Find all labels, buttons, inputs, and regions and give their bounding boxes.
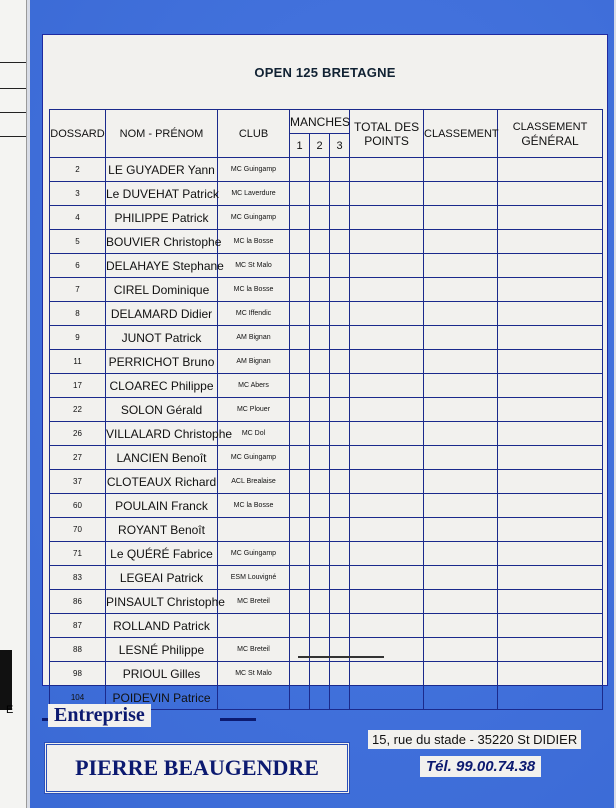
cell-nom: CLOAREC Philippe (106, 374, 218, 398)
table-row (50, 230, 603, 254)
cell-manche-3 (330, 398, 350, 422)
cell-dossard: 8 (50, 302, 106, 326)
strip-letter: E (6, 704, 14, 716)
cell-general (498, 182, 603, 206)
results-table (49, 109, 603, 710)
cell-manche-1 (290, 590, 310, 614)
cell-dossard: 3 (50, 182, 106, 206)
cell-manche-3 (330, 182, 350, 206)
cell-dossard: 37 (50, 470, 106, 494)
cell-dossard: 87 (50, 614, 106, 638)
header-general-line2: GÉNÉRAL (521, 133, 579, 148)
cell-nom: ROYANT Benoît (106, 518, 218, 542)
cell-classement (424, 302, 498, 326)
cell-manche-3 (330, 590, 350, 614)
cell-manche-1 (290, 446, 310, 470)
entreprise-rule-right (220, 718, 256, 721)
cell-club: MC Laverdure (218, 182, 290, 206)
cell-general (498, 254, 603, 278)
cell-manche-3 (330, 206, 350, 230)
cell-nom: Le DUVEHAT Patrick (106, 182, 218, 206)
cell-dossard: 6 (50, 254, 106, 278)
table-row (50, 542, 603, 566)
cell-manche-1 (290, 206, 310, 230)
cell-manche-3 (330, 254, 350, 278)
cell-general (498, 278, 603, 302)
cell-classement (424, 422, 498, 446)
cell-total (350, 278, 424, 302)
cell-dossard: 88 (50, 638, 106, 662)
cell-manche-3 (330, 566, 350, 590)
results-body (50, 158, 603, 710)
cell-manche-3 (330, 158, 350, 182)
cell-manche-2 (310, 350, 330, 374)
cell-dossard: 5 (50, 230, 106, 254)
cell-general (498, 350, 603, 374)
cell-nom: PRIOUL Gilles (106, 662, 218, 686)
entreprise-label: Entreprise (48, 704, 151, 727)
cell-nom: CLOTEAUX Richard (106, 470, 218, 494)
cell-manche-2 (310, 566, 330, 590)
cell-club: MC la Bosse (218, 278, 290, 302)
cell-manche-1 (290, 614, 310, 638)
cell-nom: PINSAULT Christophe (106, 590, 218, 614)
cell-total (350, 470, 424, 494)
strip-rule (0, 112, 26, 113)
cell-manche-2 (310, 158, 330, 182)
cell-nom: VILLALARD Christophe (106, 422, 218, 446)
cell-total (350, 614, 424, 638)
cell-total (350, 662, 424, 686)
cell-classement (424, 566, 498, 590)
cell-manche-1 (290, 182, 310, 206)
header-manche-2: 2 (310, 134, 330, 158)
cell-dossard: 22 (50, 398, 106, 422)
cell-manche-2 (310, 206, 330, 230)
cell-manche-1 (290, 422, 310, 446)
cell-club: ESM Louvigné (218, 566, 290, 590)
cell-club: MC Breteil (218, 590, 290, 614)
cell-manche-2 (310, 446, 330, 470)
cell-manche-2 (310, 590, 330, 614)
cell-nom: JUNOT Patrick (106, 326, 218, 350)
cell-dossard: 2 (50, 158, 106, 182)
strip-rule (0, 88, 26, 89)
header-dossard: DOSSARD (50, 110, 106, 158)
cell-manche-1 (290, 566, 310, 590)
cell-nom: LEGEAI Patrick (106, 566, 218, 590)
cell-dossard: 98 (50, 662, 106, 686)
table-row (50, 422, 603, 446)
cell-manche-3 (330, 230, 350, 254)
cell-manche-2 (310, 302, 330, 326)
cell-manche-2 (310, 542, 330, 566)
cell-dossard: 71 (50, 542, 106, 566)
cell-club: MC Iffendic (218, 302, 290, 326)
cell-total (350, 206, 424, 230)
cell-manche-2 (310, 422, 330, 446)
cell-club: MC Guingamp (218, 542, 290, 566)
cell-general (498, 470, 603, 494)
table-row (50, 662, 603, 686)
cell-nom: DELAHAYE Stephane (106, 254, 218, 278)
cell-general (498, 206, 603, 230)
cell-nom: PERRICHOT Bruno (106, 350, 218, 374)
cell-dossard: 27 (50, 446, 106, 470)
cell-manche-1 (290, 278, 310, 302)
cell-general (498, 158, 603, 182)
cell-manche-1 (290, 470, 310, 494)
cell-manche-3 (330, 302, 350, 326)
cell-dossard: 4 (50, 206, 106, 230)
cell-total (350, 182, 424, 206)
header-club: CLUB (218, 110, 290, 158)
cell-nom: PHILIPPE Patrick (106, 206, 218, 230)
table-row (50, 302, 603, 326)
strip-dark-block (0, 650, 12, 710)
cell-total (350, 326, 424, 350)
table-row (50, 590, 603, 614)
header-total-line1: TOTAL DES (353, 119, 420, 134)
cell-club: MC Plouer (218, 398, 290, 422)
cell-classement (424, 542, 498, 566)
company-name: PIERRE BEAUGENDRE (75, 755, 319, 780)
cell-manche-1 (290, 494, 310, 518)
cell-manche-3 (330, 614, 350, 638)
table-row (50, 494, 603, 518)
cell-dossard: 11 (50, 350, 106, 374)
cell-manche-2 (310, 374, 330, 398)
cell-manche-2 (310, 182, 330, 206)
cell-classement (424, 446, 498, 470)
table-row (50, 278, 603, 302)
cell-dossard: 7 (50, 278, 106, 302)
cell-manche-1 (290, 326, 310, 350)
cell-manche-3 (330, 326, 350, 350)
cell-nom: Le QUÉRÉ Fabrice (106, 542, 218, 566)
cell-total (350, 398, 424, 422)
cell-general (498, 326, 603, 350)
table-row (50, 566, 603, 590)
cell-club (218, 614, 290, 638)
header-total-line2: POINTS (364, 133, 409, 148)
cell-nom: SOLON Gérald (106, 398, 218, 422)
company-name-box (44, 742, 350, 794)
cell-manche-2 (310, 278, 330, 302)
cell-manche-2 (310, 662, 330, 686)
header-manches: MANCHES (290, 110, 350, 134)
table-row (50, 374, 603, 398)
cell-club: MC Guingamp (218, 158, 290, 182)
cell-classement (424, 662, 498, 686)
table-row (50, 398, 603, 422)
cell-manche-2 (310, 254, 330, 278)
cell-total (350, 254, 424, 278)
cell-total (350, 422, 424, 446)
cell-total (350, 350, 424, 374)
cell-nom: LE GUYADER Yann (106, 158, 218, 182)
cell-manche-3 (330, 422, 350, 446)
cell-club: AM Bignan (218, 350, 290, 374)
strip-rule (0, 136, 26, 137)
cell-club: MC Guingamp (218, 206, 290, 230)
table-row (50, 614, 603, 638)
cell-general (498, 398, 603, 422)
cell-nom: LESNÉ Philippe (106, 638, 218, 662)
cell-classement (424, 182, 498, 206)
cell-classement (424, 278, 498, 302)
cell-total (350, 542, 424, 566)
cell-manche-2 (310, 230, 330, 254)
cell-nom: POIDEVIN Patrice (106, 686, 218, 710)
header-manche-3: 3 (330, 134, 350, 158)
cell-general (498, 662, 603, 686)
cell-dossard: 104 (50, 686, 106, 710)
cell-general (498, 542, 603, 566)
cell-manche-1 (290, 230, 310, 254)
cell-manche-1 (290, 254, 310, 278)
cell-club: MC Dol (218, 422, 290, 446)
cell-general (498, 230, 603, 254)
company-phone: Tél. 99.00.74.38 (420, 756, 541, 777)
cell-classement (424, 614, 498, 638)
cell-manche-3 (330, 374, 350, 398)
cell-classement (424, 638, 498, 662)
cell-general (498, 566, 603, 590)
cell-dossard: 86 (50, 590, 106, 614)
cell-classement (424, 518, 498, 542)
cell-classement (424, 158, 498, 182)
cell-total (350, 302, 424, 326)
table-row (50, 518, 603, 542)
cell-classement (424, 350, 498, 374)
cell-manche-1 (290, 542, 310, 566)
cell-total (350, 590, 424, 614)
cell-club (218, 518, 290, 542)
cell-nom: POULAIN Franck (106, 494, 218, 518)
separator-line (298, 656, 384, 658)
cell-total (350, 230, 424, 254)
program-page (30, 0, 614, 808)
results-card (42, 34, 608, 705)
cell-manche-3 (330, 494, 350, 518)
company-address: 15, rue du stade - 35220 St DIDIER (368, 730, 581, 749)
cell-total (350, 158, 424, 182)
table-row (50, 470, 603, 494)
cell-general (498, 518, 603, 542)
cell-manche-1 (290, 518, 310, 542)
header-classement: CLASSEMENT (424, 110, 498, 158)
cell-manche-1 (290, 374, 310, 398)
table-row (50, 254, 603, 278)
table-row (50, 206, 603, 230)
cell-classement (424, 590, 498, 614)
cell-classement (424, 398, 498, 422)
cell-manche-2 (310, 518, 330, 542)
cell-classement (424, 326, 498, 350)
cell-club: MC Breteil (218, 638, 290, 662)
cell-dossard: 70 (50, 518, 106, 542)
cell-total (350, 494, 424, 518)
header-manche-1: 1 (290, 134, 310, 158)
cell-classement (424, 374, 498, 398)
cell-general (498, 590, 603, 614)
cell-nom: BOUVIER Christophe (106, 230, 218, 254)
cell-total (350, 374, 424, 398)
cell-dossard: 83 (50, 566, 106, 590)
cell-club: MC la Bosse (218, 230, 290, 254)
cell-manche-2 (310, 326, 330, 350)
cell-dossard: 9 (50, 326, 106, 350)
cell-general (498, 638, 603, 662)
table-row (50, 350, 603, 374)
cell-total (350, 566, 424, 590)
cell-total (350, 446, 424, 470)
cell-classement (424, 206, 498, 230)
cell-manche-2 (310, 614, 330, 638)
cell-general (498, 422, 603, 446)
cell-manche-2 (310, 470, 330, 494)
cell-manche-1 (290, 158, 310, 182)
cell-manche-1 (290, 302, 310, 326)
cell-manche-3 (330, 662, 350, 686)
cell-manche-2 (310, 494, 330, 518)
header-general-line1: CLASSEMENT (512, 120, 588, 133)
cell-manche-3 (330, 470, 350, 494)
cell-manche-3 (330, 278, 350, 302)
cell-club: MC la Bosse (218, 494, 290, 518)
cell-club: AM Bignan (218, 326, 290, 350)
cell-dossard: 17 (50, 374, 106, 398)
cell-club: MC St Malo (218, 254, 290, 278)
cell-club: ACL Brealaise (218, 470, 290, 494)
cell-manche-3 (330, 518, 350, 542)
table-row (50, 326, 603, 350)
cell-club: MC St Malo (218, 662, 290, 686)
cell-manche-3 (330, 350, 350, 374)
cell-nom: DELAMARD Didier (106, 302, 218, 326)
cell-general (498, 494, 603, 518)
cell-club: MC Guingamp (218, 446, 290, 470)
cell-classement (424, 254, 498, 278)
table-row (50, 446, 603, 470)
cell-dossard: 60 (50, 494, 106, 518)
cell-nom: ROLLAND Patrick (106, 614, 218, 638)
table-row (50, 158, 603, 182)
cell-general (498, 614, 603, 638)
cell-classement (424, 470, 498, 494)
strip-rule (0, 62, 26, 63)
sponsor-footer (30, 690, 614, 808)
cell-classement (424, 494, 498, 518)
cell-manche-2 (310, 398, 330, 422)
adjacent-page-strip (0, 0, 27, 808)
cell-manche-3 (330, 446, 350, 470)
header-nom: NOM - PRÉNOM (106, 110, 218, 158)
cell-nom: CIREL Dominique (106, 278, 218, 302)
cell-nom: LANCIEN Benoît (106, 446, 218, 470)
cell-manche-1 (290, 350, 310, 374)
cell-manche-3 (330, 542, 350, 566)
table-row (50, 182, 603, 206)
cell-dossard: 26 (50, 422, 106, 446)
cell-total (350, 518, 424, 542)
cell-manche-1 (290, 398, 310, 422)
cell-club: MC Abers (218, 374, 290, 398)
cell-manche-1 (290, 662, 310, 686)
cell-general (498, 302, 603, 326)
page-title: OPEN 125 BRETAGNE (254, 65, 396, 80)
cell-general (498, 374, 603, 398)
cell-general (498, 446, 603, 470)
cell-classement (424, 230, 498, 254)
